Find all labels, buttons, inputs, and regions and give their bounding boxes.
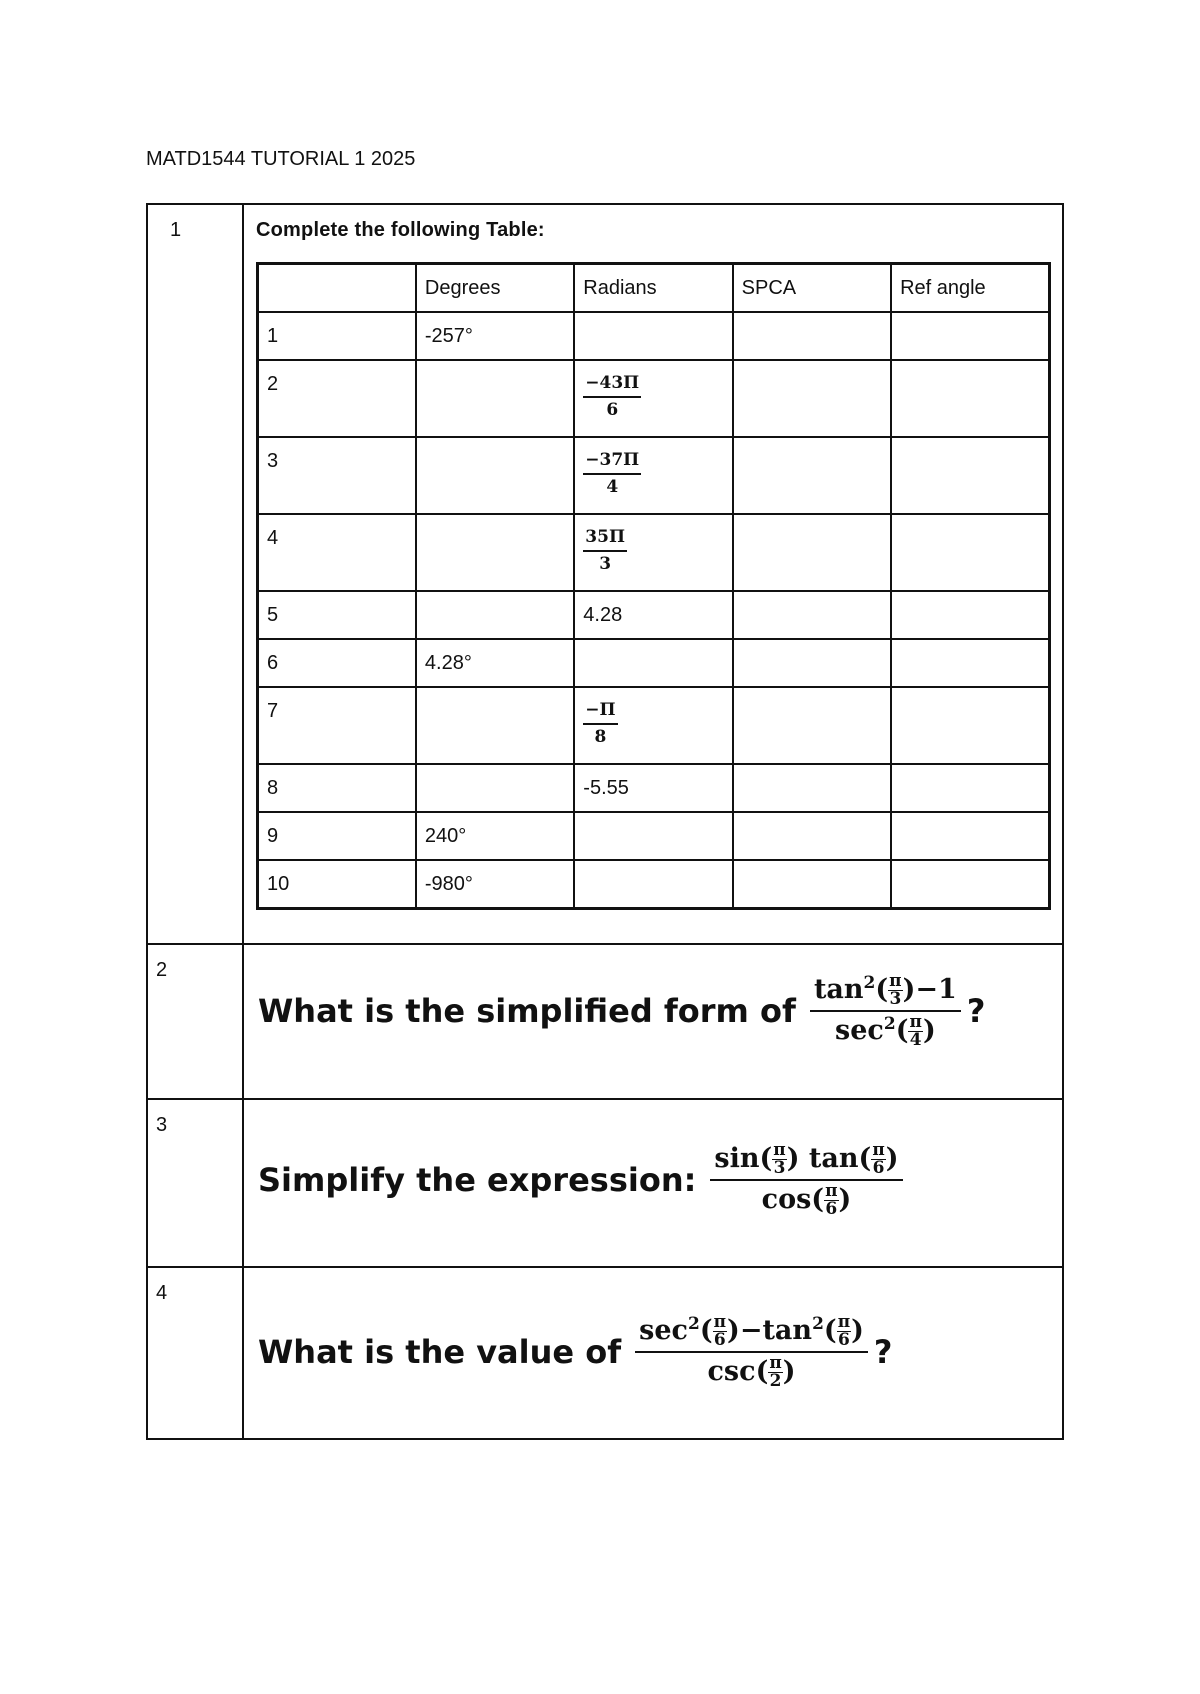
ref-angle-cell: [891, 591, 1049, 639]
radians-cell: [574, 312, 732, 360]
question-row-4: [147, 1267, 1063, 1439]
small-numerator: π: [889, 971, 902, 991]
small-numerator: π: [872, 1140, 885, 1160]
row-number: 4: [258, 514, 416, 591]
fraction-numerator: sin( $\frac{\pi}{3}$ ) tan( $\frac{\pi}{6}$ ): [710, 1142, 902, 1181]
small-fraction: [871, 1142, 885, 1177]
spca-cell: [733, 591, 891, 639]
degrees-cell: 240°: [416, 812, 574, 860]
ref-angle-cell: [891, 812, 1049, 860]
radians-cell: [574, 514, 732, 591]
degrees-cell: [416, 591, 574, 639]
small-numerator: π: [837, 1312, 851, 1332]
small-fraction: [713, 1314, 727, 1349]
function-name: sec: [639, 1315, 688, 1346]
question-number-cell: [147, 1099, 243, 1267]
header-cell: Ref angle: [891, 264, 1049, 313]
row-number: 2: [258, 360, 416, 437]
table-row: [258, 860, 1050, 909]
spca-cell: [733, 687, 891, 764]
fraction-numerator: $\sec^2$( $\frac{\pi}{6}$ )$-\tan^2$( $\frac{\pi}{6}$ ): [635, 1314, 868, 1353]
radian-fraction: [583, 450, 641, 498]
conversion-table: [256, 262, 1051, 910]
fraction-denominator: 8: [594, 727, 607, 748]
function-name: tan: [808, 1143, 859, 1174]
spca-cell: [733, 360, 891, 437]
radians-cell: [574, 639, 732, 687]
fraction-denominator: csc( $\frac{\pi}{2}$ ): [707, 1353, 796, 1391]
question-body-cell: [243, 1099, 1063, 1267]
question-number-cell: [147, 204, 243, 944]
fraction-numerator: −Π: [583, 700, 617, 725]
small-numerator: π: [825, 1181, 838, 1201]
minus-sign: −: [739, 1315, 763, 1346]
small-numerator: π: [769, 1353, 782, 1373]
function-name: sec: [835, 1015, 884, 1046]
question-label: What is the value of: [258, 1333, 622, 1371]
function-name: sin: [714, 1143, 760, 1174]
table-header-row: [258, 264, 1050, 313]
small-denominator: 3: [889, 989, 902, 1009]
small-fraction: [837, 1314, 851, 1349]
table-row: [258, 437, 1050, 514]
small-fraction: [908, 1014, 922, 1049]
small-fraction: [768, 1355, 782, 1390]
degrees-cell: [416, 687, 574, 764]
table-row: [258, 764, 1050, 812]
radians-cell: [574, 360, 732, 437]
degrees-cell: -980°: [416, 860, 574, 909]
small-fraction: [772, 1142, 786, 1177]
radian-fraction: [583, 527, 627, 575]
fraction-denominator: $\sec^2$( $\frac{\pi}{4}$ ): [835, 1012, 936, 1050]
row-number: 7: [258, 687, 416, 764]
ref-angle-cell: [891, 639, 1049, 687]
fraction-numerator: −43Π: [583, 373, 641, 398]
function-name: cos: [761, 1184, 812, 1215]
question-body-cell: [243, 944, 1063, 1099]
radians-cell: [574, 860, 732, 909]
question-label: Simplify the expression:: [258, 1161, 697, 1199]
fraction-denominator: 6: [606, 400, 619, 421]
spca-cell: [733, 514, 891, 591]
question-text: [244, 1268, 1062, 1390]
question-row-3: [147, 1099, 1063, 1267]
degrees-cell: [416, 764, 574, 812]
question-number-cell: [147, 944, 243, 1099]
header-cell: [258, 264, 416, 313]
tutorial-table: [146, 203, 1064, 1440]
ref-angle-cell: [891, 437, 1049, 514]
row-number: 10: [258, 860, 416, 909]
spca-cell: [733, 860, 891, 909]
exponent: 2: [687, 1314, 700, 1334]
fraction-numerator: −37Π: [583, 450, 641, 475]
row-number: 9: [258, 812, 416, 860]
fraction-numerator: 35Π: [583, 527, 627, 552]
exponent: 2: [883, 1014, 896, 1034]
document-title: MATD1544 TUTORIAL 1 2025: [146, 148, 416, 170]
fraction-numerator: $\tan^2$( $\frac{\pi}{3}$ )−1: [810, 973, 961, 1012]
table-row: [258, 360, 1050, 437]
ref-angle-cell: [891, 312, 1049, 360]
spca-cell: [733, 764, 891, 812]
spca-cell: [733, 639, 891, 687]
ref-angle-cell: [891, 360, 1049, 437]
table-row: [258, 312, 1050, 360]
spca-cell: [733, 312, 891, 360]
question-text: [244, 945, 1062, 1049]
question-number: 2: [156, 959, 168, 981]
table-row: [258, 639, 1050, 687]
ref-angle-cell: [891, 764, 1049, 812]
math-fraction: [810, 973, 961, 1049]
header-cell: Degrees: [416, 264, 574, 313]
degrees-cell: [416, 514, 574, 591]
fraction-denominator: cos( $\frac{\pi}{6}$ ): [761, 1181, 852, 1219]
table-row: [258, 812, 1050, 860]
numerator-tail: −1: [915, 974, 957, 1005]
question-text: [244, 1100, 1062, 1218]
small-fraction: [824, 1183, 838, 1218]
row-number: 6: [258, 639, 416, 687]
ref-angle-cell: [891, 687, 1049, 764]
question-mark: ?: [873, 1333, 893, 1371]
small-denominator: 6: [713, 1330, 726, 1350]
fraction-denominator: 3: [599, 554, 612, 575]
question-row-1: [147, 204, 1063, 944]
question-label: What is the simplified form of: [258, 992, 796, 1030]
function-name: tan: [813, 974, 864, 1005]
degrees-cell: [416, 437, 574, 514]
degrees-cell: [416, 360, 574, 437]
ref-angle-cell: [891, 514, 1049, 591]
math-fraction: [635, 1314, 868, 1390]
small-numerator: π: [909, 1012, 922, 1032]
radians-cell: [574, 812, 732, 860]
spca-cell: [733, 437, 891, 514]
spca-cell: [733, 812, 891, 860]
small-denominator: 4: [909, 1030, 922, 1050]
row-number: 3: [258, 437, 416, 514]
radians-cell: [574, 437, 732, 514]
ref-angle-cell: [891, 860, 1049, 909]
radian-fraction: [583, 700, 617, 748]
question-number: 4: [156, 1282, 168, 1304]
small-numerator: π: [773, 1140, 786, 1160]
header-cell: Radians: [574, 264, 732, 313]
question-number-cell: [147, 1267, 243, 1439]
radians-cell: [574, 687, 732, 764]
question-number: 3: [156, 1114, 168, 1136]
math-fraction: [710, 1142, 902, 1218]
function-name: tan: [762, 1315, 813, 1346]
question-body-cell: [243, 204, 1063, 944]
question-number: 1: [170, 219, 182, 241]
exponent: 2: [863, 973, 876, 993]
function-name: csc: [707, 1356, 756, 1387]
small-numerator: π: [713, 1312, 727, 1332]
degrees-cell: -257°: [416, 312, 574, 360]
exponent: 2: [812, 1314, 824, 1334]
table-instruction: Complete the following Table:: [256, 219, 545, 241]
small-denominator: 3: [773, 1158, 786, 1178]
radian-fraction: [583, 373, 641, 421]
row-number: 1: [258, 312, 416, 360]
radians-cell: -5.55: [574, 764, 732, 812]
radians-cell: 4.28: [574, 591, 732, 639]
small-denominator: 2: [769, 1371, 782, 1391]
question-row-2: [147, 944, 1063, 1099]
table-row: [258, 687, 1050, 764]
small-denominator: 6: [872, 1158, 885, 1178]
table-row: [258, 514, 1050, 591]
row-number: 8: [258, 764, 416, 812]
fraction-denominator: 4: [606, 477, 619, 498]
table-row: [258, 591, 1050, 639]
small-denominator: 6: [825, 1199, 838, 1219]
small-fraction: [888, 973, 902, 1008]
header-cell: SPCA: [733, 264, 891, 313]
small-denominator: 6: [837, 1330, 850, 1350]
degrees-cell: 4.28°: [416, 639, 574, 687]
question-mark: ?: [966, 992, 986, 1030]
row-number: 5: [258, 591, 416, 639]
question-body-cell: [243, 1267, 1063, 1439]
